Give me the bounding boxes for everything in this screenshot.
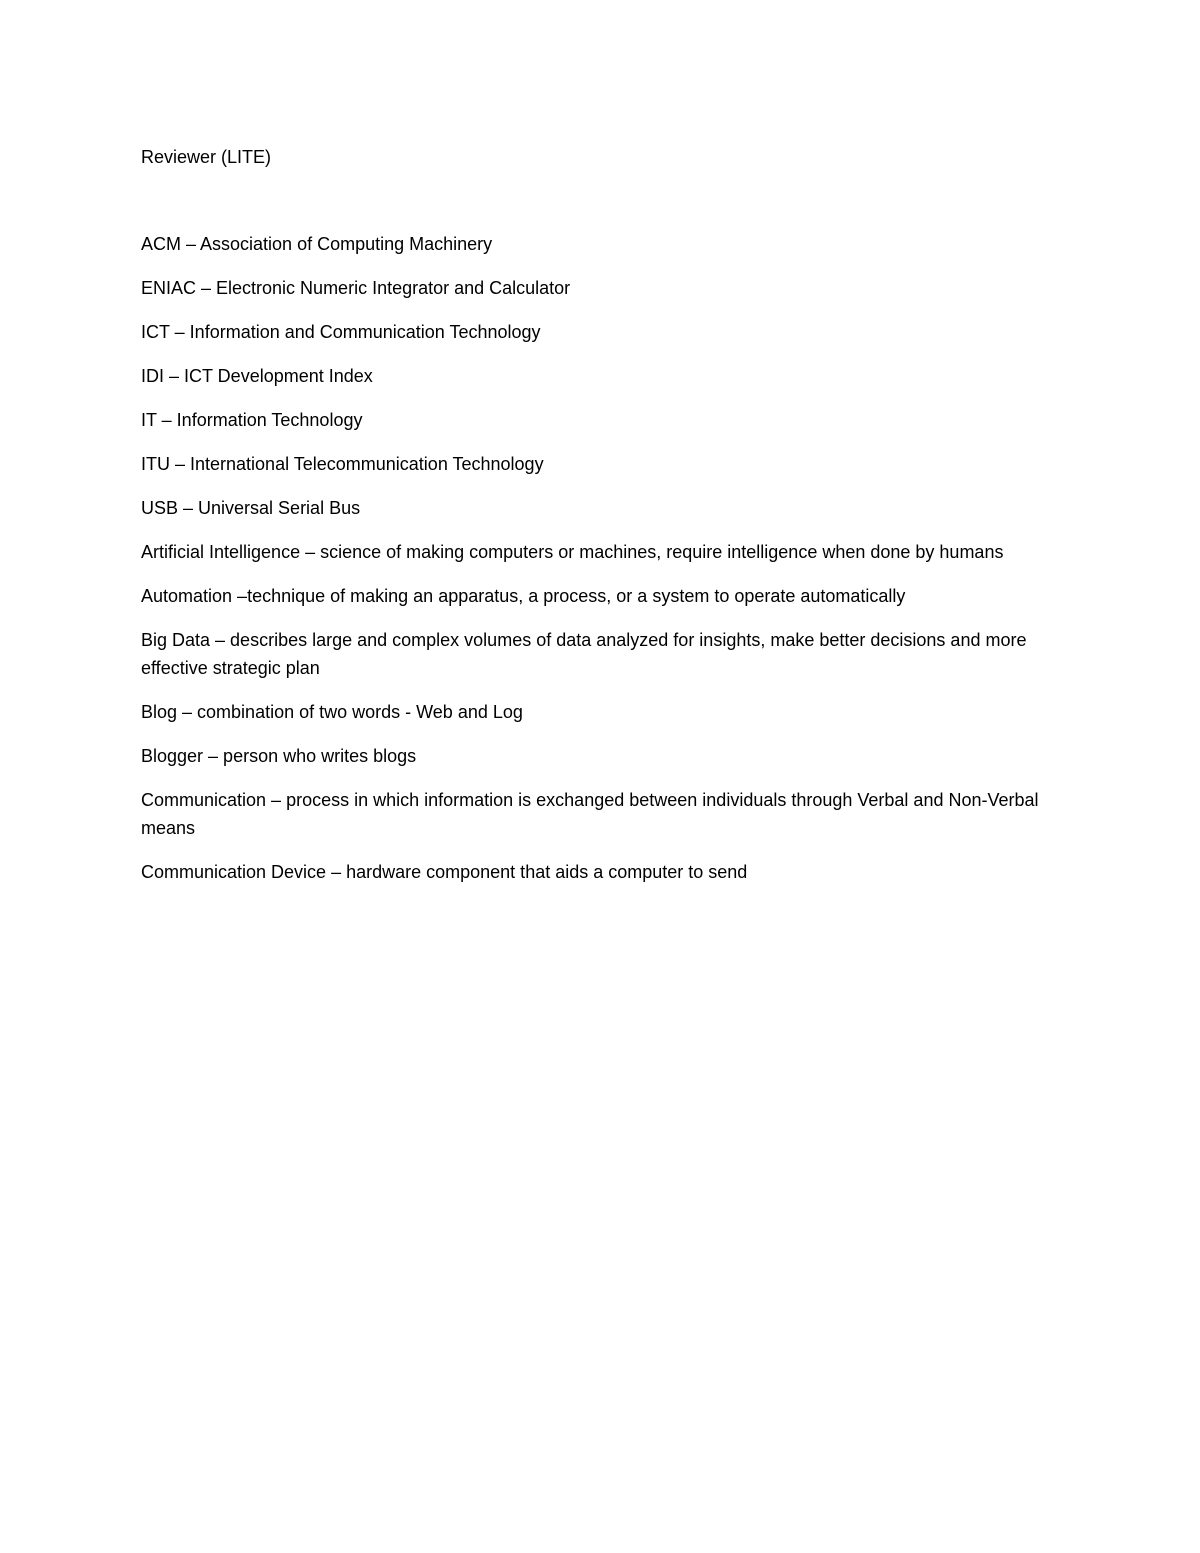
glossary-entry: IT – Information Technology: [141, 410, 363, 430]
glossary-entry: Blogger – person who writes blogs: [141, 746, 417, 766]
glossary-entry: Artificial Intelligence – science of making computers or machines, require intelligence when done by humans: [141, 542, 1004, 562]
glossary-entry: ITU – International Telecommunication Technology: [141, 454, 544, 474]
glossary-entry: Big Data – describes large and complex volumes of data analyzed for insights, make better decisions and more effective strategic plan: [141, 630, 1027, 678]
glossary-entry: ICT – Information and Communication Technology: [141, 322, 541, 342]
glossary-entry: USB – Universal Serial Bus: [141, 498, 361, 518]
glossary-entry: IDI – ICT Development Index: [141, 366, 373, 386]
glossary-entry: ENIAC – Electronic Numeric Integrator and Calculator: [141, 278, 571, 298]
glossary-entry: Blog – combination of two words - Web and Log: [141, 702, 523, 722]
glossary-entry: Communication – process in which information is exchanged between individuals through Verbal and Non-Verbal means: [141, 790, 1039, 838]
glossary-entry: Automation –technique of making an apparatus, a process, or a system to operate automatically: [141, 586, 906, 606]
document-title: Reviewer (LITE): [141, 147, 272, 167]
glossary-entry: Communication Device – hardware component that aids a computer to send: [141, 862, 748, 882]
glossary-entry: ACM – Association of Computing Machinery: [141, 234, 493, 254]
glossary-list: [141, 230, 1056, 902]
